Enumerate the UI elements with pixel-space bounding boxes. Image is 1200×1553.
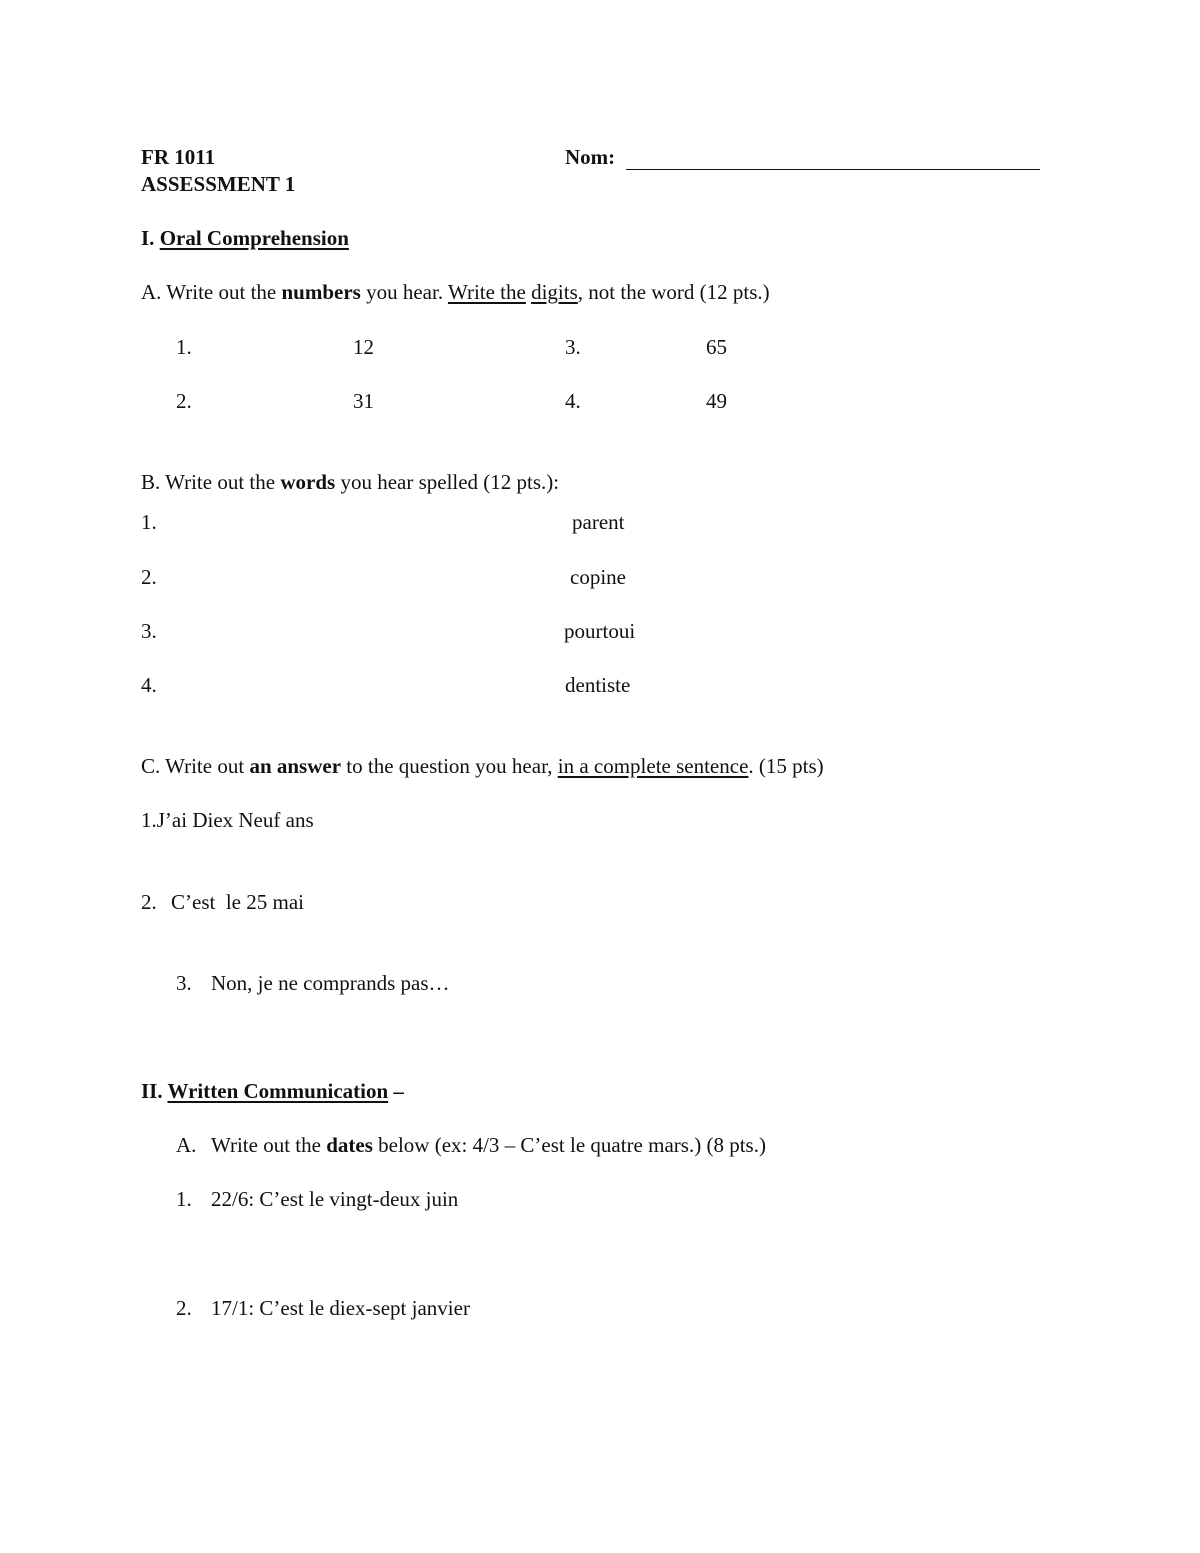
date-item-1-label: 1. <box>176 1187 192 1211</box>
part-c-instructions <box>141 756 824 777</box>
number-item-4-label: 4. <box>565 389 581 413</box>
word-item-2-answer: copine <box>570 565 626 589</box>
part-b-prefix: B. Write out the <box>141 470 276 494</box>
date-item-2-label: 2. <box>176 1296 192 1320</box>
section-2-part-a-lead: Write out the <box>211 1133 321 1157</box>
answer-item-2-label: 2. <box>141 890 157 914</box>
answer-item-3-label: 3. <box>176 971 192 995</box>
date-item-1-text: 22/6: C’est le vingt-deux juin <box>211 1187 459 1211</box>
nom-blank-line[interactable] <box>626 169 1040 170</box>
number-item-3-label: 3. <box>565 335 581 359</box>
section-2-part-a-keyword: dates <box>326 1133 373 1157</box>
section-2-title: Written Communication <box>167 1079 389 1103</box>
word-item-3-answer: pourtoui <box>564 619 636 643</box>
section-2-part-a-suffix: below (ex: 4/3 – C’est le quatre mars.) (8 pts.) <box>378 1133 766 1157</box>
part-a-prefix: A. Write out the <box>141 280 277 304</box>
number-item-2-answer: 31 <box>353 389 374 413</box>
section-1-numeral: I. <box>141 226 155 250</box>
course-code: FR 1011 <box>141 145 216 169</box>
section-1-heading <box>141 228 349 249</box>
date-item-2-text: 17/1: C’est le diex-sept janvier <box>211 1296 470 1320</box>
nom-label: Nom: <box>565 145 616 169</box>
number-item-3-answer: 65 <box>706 335 727 359</box>
part-a-underline-2: digits <box>531 280 578 304</box>
part-c-suffix: . (15 pts) <box>748 754 824 778</box>
section-2-numeral: II. <box>141 1079 163 1103</box>
word-item-3-label: 3. <box>141 619 157 643</box>
word-item-4-answer: dentiste <box>565 673 631 697</box>
part-c-prefix: C. Write out <box>141 754 245 778</box>
word-item-2-label: 2. <box>141 565 157 589</box>
word-item-1-answer: parent <box>572 510 625 534</box>
section-2-part-a-label: A. <box>176 1133 197 1157</box>
part-b-instructions <box>141 472 559 493</box>
assessment-title: ASSESSMENT 1 <box>141 172 296 196</box>
word-item-1-label: 1. <box>141 510 157 534</box>
section-1-title: Oral Comprehension <box>159 226 349 250</box>
part-c-underline: in a complete sentence <box>557 754 749 778</box>
section-2-heading <box>141 1081 404 1102</box>
number-item-2-label: 2. <box>176 389 192 413</box>
section-2-dash: – <box>393 1079 404 1103</box>
answer-item-3-text: Non, je ne comprands pas… <box>211 971 450 995</box>
answer-item-2-text: C’est le 25 mai <box>171 890 304 914</box>
part-c-mid: to the question you hear, <box>346 754 553 778</box>
answer-item-1: 1.J’ai Diex Neuf ans <box>141 808 314 832</box>
number-item-1-label: 1. <box>176 335 192 359</box>
part-a-instructions <box>141 282 770 303</box>
part-b-keyword: words <box>280 470 336 494</box>
number-item-4-answer: 49 <box>706 389 727 413</box>
word-item-4-label: 4. <box>141 673 157 697</box>
part-a-keyword: numbers <box>281 280 361 304</box>
part-a-underline-1: Write the <box>447 280 526 304</box>
part-b-suffix: you hear spelled (12 pts.): <box>340 470 560 494</box>
section-2-part-a-instructions <box>211 1135 766 1156</box>
part-a-suffix: , not the word (12 pts.) <box>577 280 770 304</box>
number-item-1-answer: 12 <box>353 335 374 359</box>
part-c-keyword: an answer <box>249 754 342 778</box>
part-a-mid: you hear. <box>366 280 444 304</box>
